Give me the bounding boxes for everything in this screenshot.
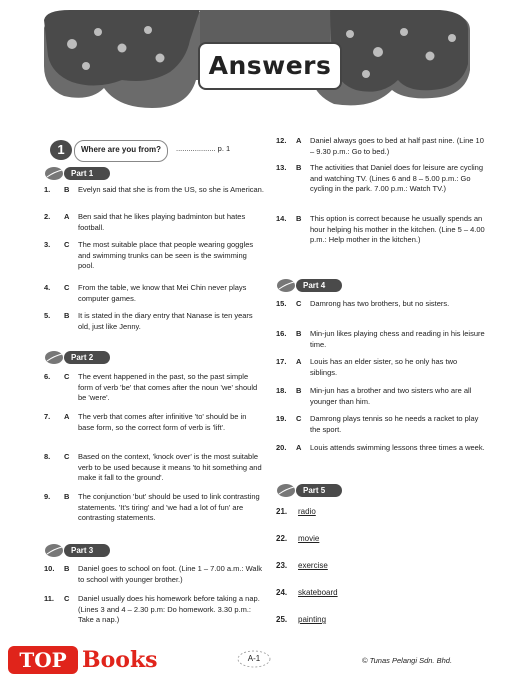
answer-word: movie — [298, 534, 320, 543]
answer-item: 8. C Based on the context, 'knock over' is the most suitable verb to be used because it means 'to hit something and make it fall to the ground'. — [44, 452, 262, 482]
answer-item: 9. B The conjunction 'but' should be used to link contrasting statements. 'It's tiring' and 'we had a lot of fun' are contrasting statements. — [44, 492, 260, 522]
leaf-icon — [44, 350, 66, 365]
leaf-icon — [276, 483, 298, 498]
answer-word: skateboard — [298, 588, 338, 597]
answer-item: 15. C Damrong has two brothers, but no sisters. — [276, 299, 450, 308]
leaf-icon — [276, 278, 298, 293]
answer-item: 5. B It is stated in the diary entry that Nanase is ten years old, just like Jenny. — [44, 311, 253, 331]
part-label: Part 5 — [303, 486, 326, 495]
answer-word: painting — [298, 615, 327, 624]
answer-item: 12. A Daniel always goes to bed at half past nine. (Line 10 – 9.30 p.m.: Go to bed.) — [276, 136, 484, 156]
logo-books-text: Books — [82, 647, 158, 673]
topbooks-logo — [0, 642, 180, 678]
answer-item: 6. C The event happened in the past, so the past simple form of verb 'be' that comes after the noun 'we' should be 'were'. — [44, 372, 258, 402]
answer-item: 3. C The most suitable place that people wearing goggles and swimming trunks can be seen is the swimming pool. — [44, 240, 254, 270]
answer-item: 1. B Evelyn said that she is from the US, so she is American. — [44, 185, 264, 194]
answer-item: 17. A Louis has an elder sister, so he only has two siblings. — [276, 357, 458, 377]
logo-top-text: TOP — [8, 646, 78, 674]
answer-word: radio — [298, 507, 316, 516]
answer-item: 19. C Damrong plays tennis so he needs a racket to play the sport. — [276, 414, 479, 434]
part-label: Part 1 — [71, 169, 94, 178]
answer-item: 16. B Min-jun likes playing chess and reading in his leisure time. — [276, 329, 485, 349]
answer-item: 2. A Ben said that he likes playing badminton but hates football. — [44, 212, 246, 232]
answers-title-box — [198, 42, 342, 90]
answer-item: 10. B Daniel goes to school on foot. (Line 1 – 7.00 a.m.: Walk to school with younger brother.) — [44, 564, 262, 584]
unit-page-ref: ................... p. 1 — [176, 144, 231, 153]
unit-title: Where are you from? — [74, 140, 168, 162]
part-label: Part 4 — [303, 281, 326, 290]
part-label: Part 2 — [71, 353, 94, 362]
answers-page: Answers 1 Where are you from? ................... p. 1 Part 1 1. B Evelyn said that she is from the US, so she is American. 2. A Ben said that he likes playing badminton but hates football. 3. C The most suitable place that people wearing goggles and swimming trunks can be seen is the swimming pool. 4. C From the table, we know that Mei Chin never plays computer games. 5. B It is stated in the diary entry that Nanase is ten years old, just like Jenny. Part 2 6. C The event happened in the past, so the past simple form of verb 'be' that comes after the noun 'we' should be 'were'. 7. A The verb that comes after infinitive 'to' should be in base form, so the correct form of verb is 'lift'. 8. C Based on the context, 'knock over' is the most suitable verb to be used because it means 'to hit something and make it fall to the ground'. 9. B The conjunction 'but' should be used to link contrasting statements. 'It's tiring' and 'we had a lot of fun' are contrasting statements. Part 3 10. B Daniel goes to school on foot. (Line 1 – 7.00 a.m.: Walk to school with younger brother.) 11. C Daniel usually does his homework before taking a nap. (Lines 3 and 4 – 2.30 p.m: Do homework. 3.30 p.m.: Take a nap.) 12. A Daniel always goes to bed at half past nine. (Line 10 – 9.30 p.m.: Go to bed.) 13. B The activities that Daniel does for leisure are cycling and watching TV. (Lines 6 and 8 – 5.00 p.m.: Go cycling in the park. 7.00 p.m.: Watch TV.) 14. B This option is correct because he usually spends an hour helping his mother in the kitchen. (Line 5 – 4.00 p.m.: Help mother in the kitchen.) Part 4 15. C Damrong has two brothers, but no sisters. 16. B Min-jun likes playing chess and reading in his leisure time. 17. A Louis has an elder sister, so he only has two siblings. 18. B Min-jun has a brother and two sisters who are all younger than him. 19. C Damrong plays tennis so he needs a racket to play the sport. 20. A Louis attends swimming lessons three times a week. Part 5 21. radio 22. movie 23. exercise 24. skateboard 25. painting TOP Books A-1 © Tunas Pelangi Sdn. Bhd. — [0, 0, 507, 700]
leaf-icon — [44, 543, 66, 558]
unit-number-badge: 1 — [50, 140, 72, 160]
unit-header — [44, 140, 266, 160]
copyright: © Tunas Pelangi Sdn. Bhd. — [362, 656, 453, 665]
page-title: Answers — [208, 51, 332, 80]
answer-item: 18. B Min-jun has a brother and two sisters who are all younger than him. — [276, 386, 472, 406]
answer-item: 13. B The activities that Daniel does for leisure are cycling and watching TV. (Lines 6 and 8 – 5.00 p.m.: Go cycling in the park. 7.00 p.m.: Watch TV.) — [276, 163, 483, 193]
part-label: Part 3 — [71, 546, 94, 555]
answer-item: 7. A The verb that comes after infinitive 'to' should be in base form, so the correct form of verb is 'lift'. — [44, 412, 247, 432]
answer-item: 14. B This option is correct because he usually spends an hour helping his mother in the kitchen. (Line 5 – 4.00 p.m.: Help mother in the kitchen.) — [276, 214, 485, 244]
answer-item: 4. C From the table, we know that Mei Chin never plays computer games. — [44, 283, 247, 303]
page-number: A-1 — [247, 654, 261, 663]
answer-item: 20. A Louis attends swimming lessons three times a week. — [276, 443, 485, 452]
answer-item: 11. C Daniel usually does his homework before taking a nap. (Lines 3 and 4 – 2.30 p.m: Do homework. 3.30 p.m.: Take a nap.) — [44, 594, 260, 624]
leaf-icon — [44, 166, 66, 181]
answer-word: exercise — [298, 561, 328, 570]
